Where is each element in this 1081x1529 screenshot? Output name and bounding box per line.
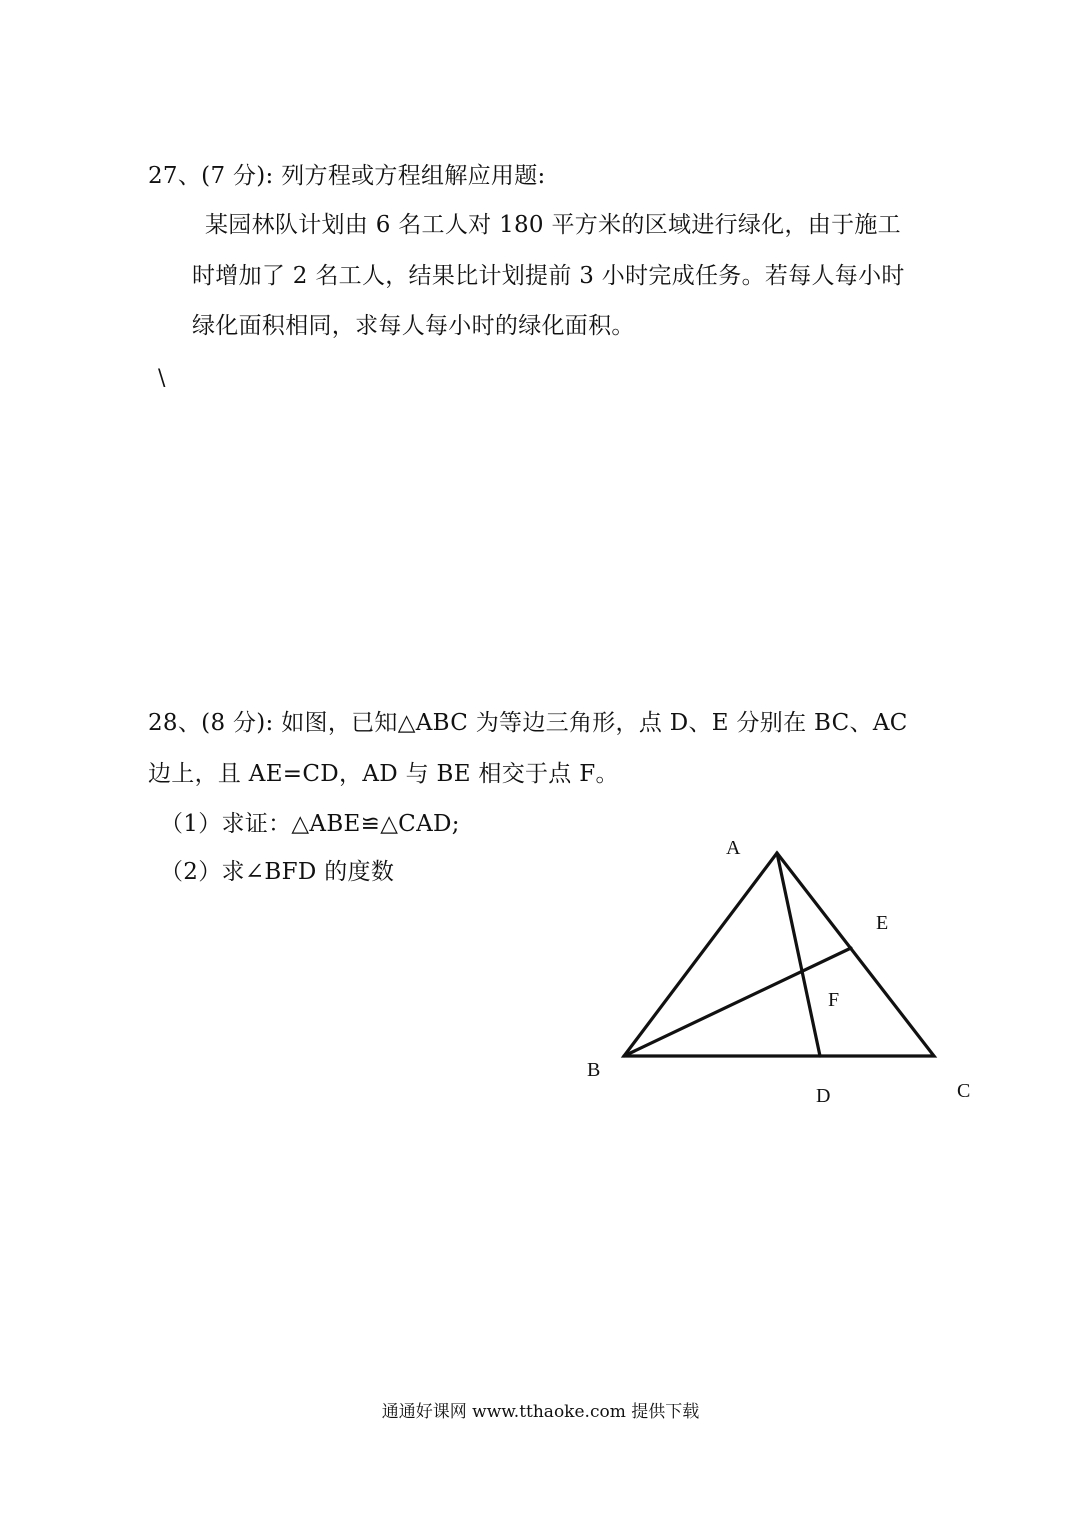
triangle-abc [624,853,934,1056]
label-e: E [876,912,889,934]
q27-line-2: 时增加了 2 名工人，结果比计划提前 3 小时完成任务。若每人每小时 [192,263,905,289]
stray-backslash-mark: \ [158,366,166,391]
label-b: B [587,1059,601,1081]
q27-line-1: 某园林队计划由 6 名工人对 180 平方米的区域进行绿化，由于施工 [205,212,901,238]
label-c: C [957,1080,971,1102]
q28-line-2: 边上，且 AE=CD，AD 与 BE 相交于点 F。 [148,761,619,787]
q28-part-1: （1）求证：△ABE≌△CAD; [160,811,460,837]
triangle-diagram [570,825,990,1115]
triangle-figure [570,825,990,1115]
label-d: D [816,1085,831,1107]
q28-part-2: （2）求∠BFD 的度数 [160,859,395,885]
segment-ad [777,853,820,1056]
page-footer: 通通好课网 www.tthaoke.com 提供下载 [381,1402,700,1422]
q27-line-3: 绿化面积相同，求每人每小时的绿化面积。 [192,313,635,339]
q27-heading: 27、(7 分): 列方程或方程组解应用题: [148,163,546,189]
label-a: A [726,837,741,859]
label-f: F [828,989,840,1011]
q28-heading: 28、(8 分): 如图，已知△ABC 为等边三角形，点 D、E 分别在 BC、AC [148,710,908,736]
